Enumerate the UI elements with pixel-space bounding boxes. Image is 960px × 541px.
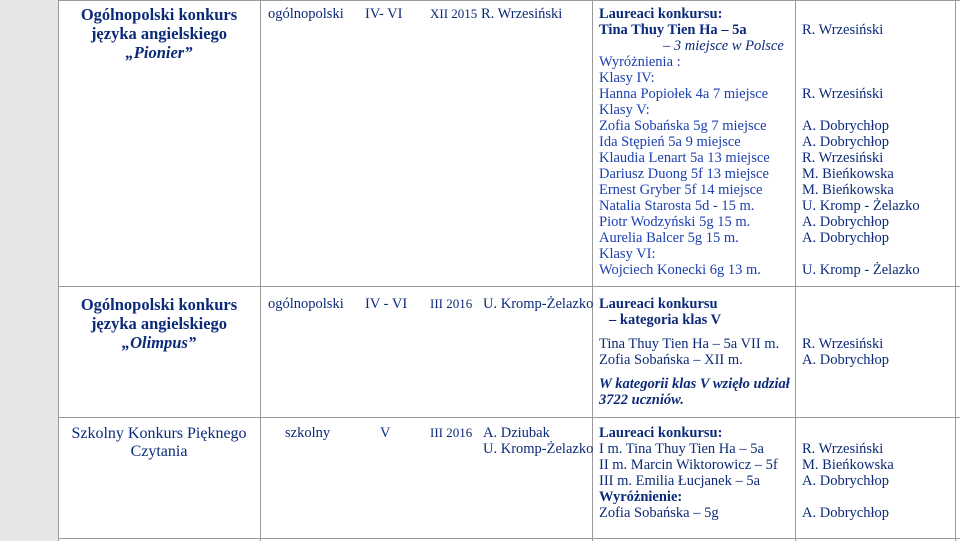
distinction-entry: Wojciech Konecki 6g 13 m. — [599, 262, 761, 278]
laureate-entry: I m. Tina Thuy Tien Ha – 5a — [599, 441, 764, 457]
laureate-entry: Tina Thuy Tien Ha – 5a VII m. — [599, 336, 780, 352]
teachers-pionier — [802, 22, 952, 278]
teacher-name: A. Dobrychłop — [802, 214, 889, 230]
distinction-entry: Hanna Popiołek 4a 7 miejsce — [599, 86, 769, 102]
laureate-entry: Tina Thuy Tien Ha – 5a — [599, 22, 747, 38]
teacher-name: U. Kromp - Żelazko — [802, 262, 920, 278]
competition-organizers — [483, 425, 593, 457]
results-header: Laureaci konkursu — [599, 296, 718, 312]
laureate-entry: III m. Emilia Łucjanek – 5a — [599, 473, 761, 489]
row-divider — [58, 286, 960, 287]
organizer-name: A. Dziubak — [483, 425, 550, 441]
distinction-entry: Aurelia Balcer 5g 15 m. — [599, 230, 739, 246]
competition-date: XII 2015 — [430, 6, 478, 21]
competition-name-pionier: Ogólnopolski konkurs języka angielskiego „Pionier” — [80, 5, 238, 62]
teacher-name: R. Wrzesiński — [802, 22, 884, 38]
teacher-name: R. Wrzesiński — [802, 336, 884, 352]
teacher-name: M. Bieńkowska — [802, 182, 894, 198]
teacher-name: M. Bieńkowska — [802, 166, 894, 182]
distinction-entry: Piotr Wodzyński 5g 15 m. — [599, 214, 751, 230]
teacher-name: R. Wrzesiński — [802, 441, 884, 457]
distinction-entry: Ida Stępień 5a 9 miejsce — [599, 134, 741, 150]
distinction-entry: Dariusz Duong 5f 13 miejsce — [599, 166, 769, 182]
results-category: – kategoria klas V — [609, 312, 722, 328]
teacher-name: A. Dobrychłop — [802, 505, 889, 521]
competition-organizer: U. Kromp-Żelazko — [483, 296, 594, 312]
distinctions-header: Wyróżnienia : — [599, 54, 681, 70]
left-margin-strip — [0, 0, 59, 541]
participation-note: W kategorii klas V wzięło udział — [599, 376, 790, 392]
competition-classes: IV- VI — [365, 6, 403, 22]
competition-scope: ogólnopolski — [268, 6, 344, 22]
column-divider — [260, 0, 261, 541]
competition-scope: szkolny — [285, 425, 331, 441]
teachers-czytania — [802, 441, 952, 521]
organizer-name: U. Kromp-Żelazko — [483, 441, 594, 457]
column-divider — [592, 0, 593, 541]
results-olimpus — [599, 296, 791, 408]
teachers-olimpus — [802, 336, 952, 368]
column-divider — [955, 0, 956, 541]
participation-count: 3722 uczniów. — [599, 392, 684, 408]
class-group-vi: Klasy VI: — [599, 246, 656, 262]
competition-date: III 2016 — [430, 296, 473, 311]
distinction-entry: Ernest Gryber 5f 14 miejsce — [599, 182, 763, 198]
teacher-name: A. Dobrychłop — [802, 473, 889, 489]
teacher-name: A. Dobrychłop — [802, 352, 889, 368]
teacher-name: M. Bieńkowska — [802, 457, 894, 473]
teacher-name: A. Dobrychłop — [802, 118, 889, 134]
competition-scope: ogólnopolski — [268, 296, 344, 312]
laureate-entry: Zofia Sobańska – XII m. — [599, 352, 743, 368]
results-header: Laureaci konkursu: — [599, 425, 723, 441]
competition-classes: IV - VI — [365, 296, 408, 312]
row-divider — [58, 0, 960, 1]
results-header: Laureaci konkursu: — [599, 6, 723, 22]
distinction-entry: Klaudia Lenart 5a 13 miejsce — [599, 150, 770, 166]
distinction-entry: Natalia Starosta 5d - 15 m. — [599, 198, 755, 214]
competition-name-czytania: Szkolny Konkurs Pięknego Czytania — [71, 425, 247, 460]
column-divider — [795, 0, 796, 541]
laureate-place: – 3 miejsce w Polsce — [663, 38, 784, 54]
competition-name-olimpus: Ogólnopolski konkurs języka angielskiego „Olimpus” — [80, 295, 238, 352]
row-divider — [58, 417, 960, 418]
distinction-header: Wyróżnienie: — [599, 489, 683, 505]
row-divider — [58, 538, 960, 539]
class-group-iv: Klasy IV: — [599, 70, 655, 86]
teacher-name: R. Wrzesiński — [802, 150, 884, 166]
teacher-name: R. Wrzesiński — [802, 86, 884, 102]
laureate-entry: II m. Marcin Wiktorowicz – 5f — [599, 457, 778, 473]
results-czytania — [599, 425, 791, 521]
distinction-entry: Zofia Sobańska 5g 7 miejsce — [599, 118, 767, 134]
competition-organizer: R. Wrzesiński — [481, 6, 563, 22]
competition-classes: V — [380, 425, 391, 441]
teacher-name: U. Kromp - Żelazko — [802, 198, 920, 214]
results-pionier — [599, 6, 791, 278]
teacher-name: A. Dobrychłop — [802, 230, 889, 246]
competition-date: III 2016 — [430, 425, 473, 440]
distinction-entry: Zofia Sobańska – 5g — [599, 505, 719, 521]
class-group-v: Klasy V: — [599, 102, 650, 118]
teacher-name: A. Dobrychłop — [802, 134, 889, 150]
